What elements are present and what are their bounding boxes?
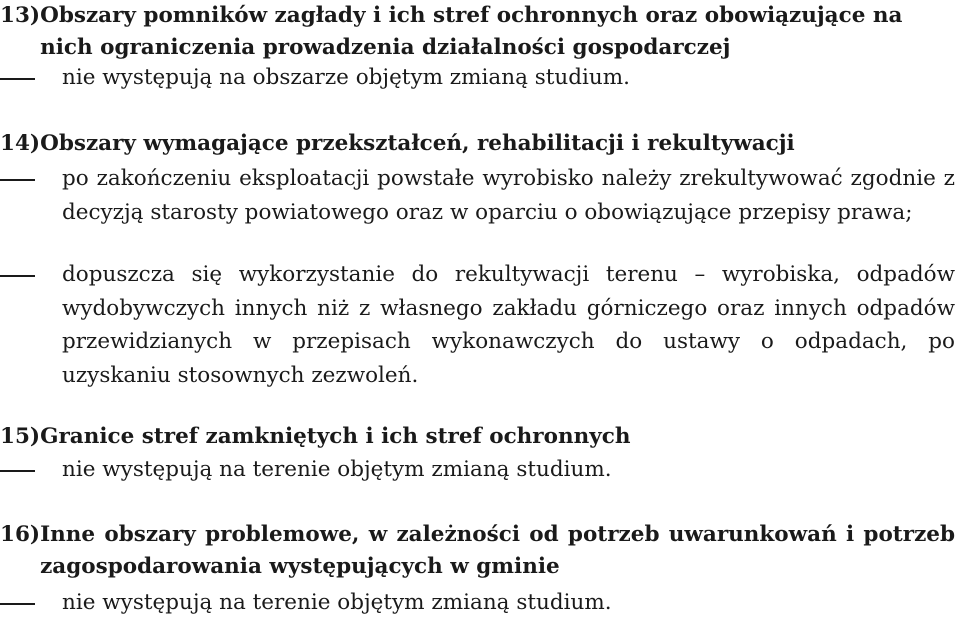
dash-bullet-icon — [0, 162, 62, 196]
section-13-item-1-text: nie występują na obszarze objętym zmianą studium. — [62, 65, 630, 90]
section-13-heading — [0, 0, 955, 64]
dash-bullet-icon — [0, 61, 62, 95]
section-15-title: Granice stref zamkniętych i ich stref ochronnych — [40, 424, 631, 449]
section-16-heading — [0, 519, 955, 583]
section-14-heading — [0, 128, 955, 160]
section-13-number: 13) — [0, 3, 41, 28]
section-15-heading — [0, 421, 955, 453]
section-14-title: Obszary wymagające przekształceń, rehabilitacji i rekultywacji — [40, 131, 795, 156]
section-16-item-1 — [0, 586, 955, 620]
section-14-item-1-text: po zakończeniu eksploatacji powstałe wyrobisko należy zrekultywować zgodnie z decyzją starosty powiatowego oraz w oparciu o obowiązujące przepisy prawa; — [62, 166, 955, 225]
section-13-title: Obszary pomników zagłady i ich stref ochronnych oraz obowiązujące na nich ograniczenia prowadzenia działalności gospodarczej — [40, 3, 903, 60]
section-16-item-1-text: nie występują na terenie objętym zmianą studium. — [62, 590, 612, 615]
section-14-item-1 — [0, 162, 955, 229]
section-15-item-1 — [0, 453, 955, 487]
section-16-title: Inne obszary problemowe, w zależności od potrzeb uwarunkowań i potrzeb zagospodarowania występujących w gminie — [40, 522, 955, 579]
section-13-item-1 — [0, 61, 955, 95]
dash-bullet-icon — [0, 258, 62, 292]
section-14-number: 14) — [0, 131, 41, 156]
section-14-item-2 — [0, 258, 955, 392]
dash-bullet-icon — [0, 586, 62, 620]
section-16-number: 16) — [0, 522, 41, 547]
section-15-number: 15) — [0, 424, 41, 449]
dash-bullet-icon — [0, 453, 62, 487]
section-14-item-2-text: dopuszcza się wykorzystanie do rekultywacji terenu – wyrobiska, odpadów wydobywczych innych niż z własnego zakładu górniczego oraz innych odpadów przewidzianych w przepisach wykonawczych do ustawy o odpadach, po uzyskaniu stosownych zezwoleń. — [62, 262, 955, 388]
section-15-item-1-text: nie występują na terenie objętym zmianą studium. — [62, 457, 612, 482]
